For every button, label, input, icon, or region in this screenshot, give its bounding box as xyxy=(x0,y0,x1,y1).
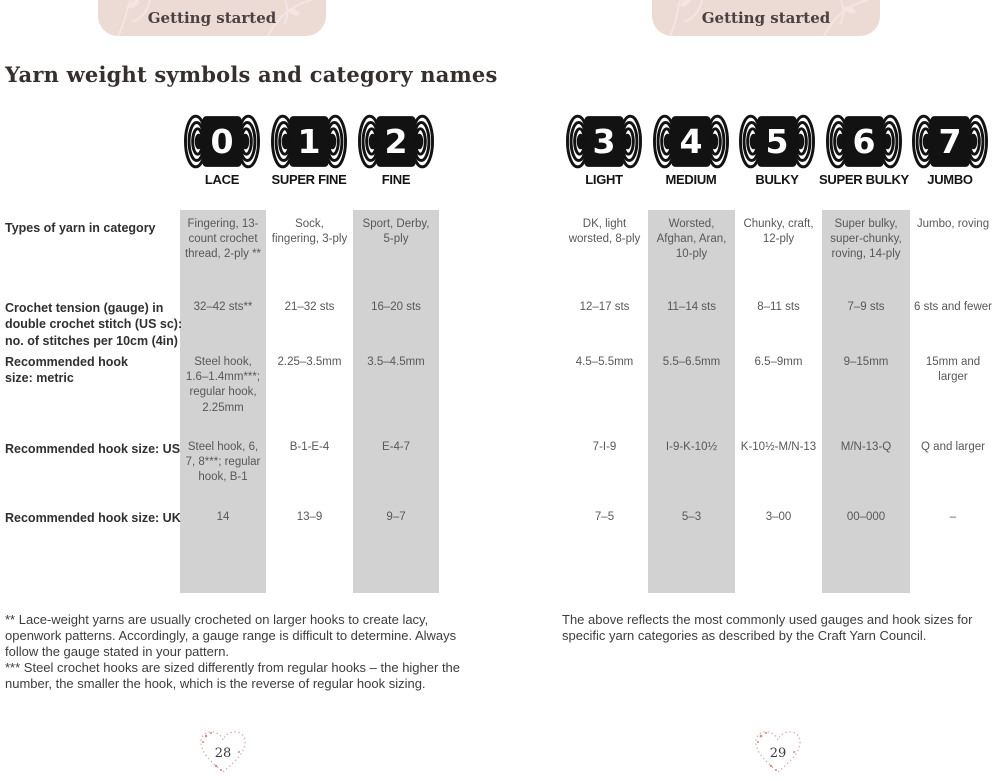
cell-hook-uk: 00–000 xyxy=(846,511,886,523)
category-name: JUMBO xyxy=(927,172,973,187)
svg-text:5: 5 xyxy=(765,122,789,162)
category-name: MEDIUM xyxy=(665,172,717,187)
category-name: LIGHT xyxy=(585,172,623,187)
yarn-skein-icon xyxy=(739,114,815,169)
cell-hook-uk: – xyxy=(949,511,957,523)
svg-text:2: 2 xyxy=(384,122,408,162)
footnote-lace-weight: ** Lace-weight yarns are usually crocheted on larger hooks to create lacy, openwork patterns. Accordingly, a gauge range is difficult to determine. Always follow the gauge stated in your pattern. xyxy=(5,612,457,660)
cell-hook-uk: 7–5 xyxy=(594,511,615,523)
svg-text:0: 0 xyxy=(210,122,234,162)
cell-hook-uk: 14 xyxy=(216,511,230,523)
category-name: BULKY xyxy=(755,172,799,187)
cell-hook-metric: 15mm and larger xyxy=(925,356,981,384)
cell-hook-us: B-1-E-4 xyxy=(289,441,330,453)
cell-types: Sock, fingering, 3-ply xyxy=(271,218,348,246)
svg-text:1: 1 xyxy=(297,122,321,162)
yarn-skein-icon xyxy=(653,114,729,169)
cell-hook-uk: 5–3 xyxy=(681,511,702,523)
row-label-tension: Crochet tension (gauge) in double crochet stitch (US sc): no. of stitches per 10cm (4in) xyxy=(5,301,183,348)
category-name: LACE xyxy=(204,172,240,187)
cell-hook-us: M/N-13-Q xyxy=(840,441,892,453)
section-tab-right xyxy=(652,0,880,36)
cell-hook-metric: 9–15mm xyxy=(843,356,889,368)
footnote-right xyxy=(562,612,1000,644)
cell-hook-us: 7-I-9 xyxy=(592,441,617,453)
cell-types: Fingering, 13-count crochet thread, 2-ply ** xyxy=(184,218,262,261)
cell-hook-metric: 3.5–4.5mm xyxy=(367,356,425,368)
cell-hook-metric: 4.5–5.5mm xyxy=(575,356,634,368)
cell-hook-us: Steel hook, 6, 7, 8***; regular hook, B-1 xyxy=(185,441,261,484)
page-number-heart-right xyxy=(749,726,807,780)
shaded-column-fine xyxy=(353,210,439,593)
section-tab-label: Getting started xyxy=(701,9,831,27)
cell-hook-metric: Steel hook, 1.6–1.4mm***; regular hook, 2.25mm xyxy=(185,356,261,414)
cell-tension: 6 sts and fewer xyxy=(914,301,992,313)
cell-hook-us: Q and larger xyxy=(921,441,985,453)
cell-hook-metric: 5.5–6.5mm xyxy=(662,356,721,368)
svg-text:4: 4 xyxy=(679,122,703,162)
yarn-skein-icon xyxy=(912,114,988,169)
footnotes-left xyxy=(5,612,461,693)
section-tab-label: Getting started xyxy=(147,9,277,27)
cell-hook-us: I-9-K-10½ xyxy=(665,441,718,453)
footnote-craft-yarn-council: The above reflects the most commonly used gauges and hook sizes for specific yarn categories as described by the Craft Yarn Council. xyxy=(562,612,973,644)
cell-hook-metric: 2.25–3.5mm xyxy=(277,356,342,368)
cell-types: Worsted, Afghan, Aran, 10-ply xyxy=(656,218,727,261)
cell-hook-uk: 3–00 xyxy=(765,511,792,523)
cell-types: Chunky, craft, 12-ply xyxy=(743,218,814,246)
cell-types: DK, light worsted, 8-ply xyxy=(568,218,641,246)
page-title: Yarn weight symbols and category names xyxy=(5,62,498,87)
yarn-weight-symbol-2 xyxy=(344,114,448,187)
page-number-heart-left xyxy=(194,726,252,780)
cell-tension: 32–42 sts** xyxy=(193,301,253,313)
cell-tension: 16–20 sts xyxy=(371,301,421,313)
cell-tension: 8–11 sts xyxy=(757,301,800,313)
shaded-column-medium xyxy=(648,210,735,593)
row-label-hook-uk: Recommended hook size: UK xyxy=(5,511,181,525)
svg-text:7: 7 xyxy=(938,122,962,162)
svg-text:6: 6 xyxy=(852,122,876,162)
cell-tension: 7–9 sts xyxy=(847,301,885,313)
yarn-skein-icon xyxy=(184,114,260,169)
cell-hook-us: E-4-7 xyxy=(381,441,411,453)
yarn-skein-icon xyxy=(826,114,902,169)
yarn-skein-icon xyxy=(358,114,434,169)
svg-text:3: 3 xyxy=(592,122,616,162)
cell-hook-uk: 9–7 xyxy=(386,511,406,523)
cell-hook-metric: 6.5–9mm xyxy=(754,356,803,368)
page-number: 28 xyxy=(214,746,232,761)
cell-types: Jumbo, roving xyxy=(916,218,990,230)
row-label-hook-metric: Recommended hook size: metric xyxy=(5,355,128,386)
category-name: SUPER FINE xyxy=(271,172,347,187)
row-label-types: Types of yarn in category xyxy=(5,221,156,235)
yarn-weight-symbol-7 xyxy=(898,114,1000,187)
cell-tension: 11–14 sts xyxy=(666,301,716,313)
footnote-steel-hooks: *** Steel crochet hooks are sized differently from regular hooks – the higher the number, the smaller the hook, which is the reverse of regular hook sizing. xyxy=(5,660,461,692)
page-number: 29 xyxy=(769,746,787,761)
yarn-skein-icon xyxy=(271,114,347,169)
cell-hook-uk: 13–9 xyxy=(296,511,323,523)
row-label-hook-us: Recommended hook size: US xyxy=(5,442,181,456)
section-tab-left xyxy=(98,0,326,36)
cell-types: Sport, Derby, 5-ply xyxy=(362,218,430,246)
cell-tension: 21–32 sts xyxy=(284,301,335,313)
cell-types: Super bulky, super-chunky, roving, 14-ply xyxy=(830,218,902,261)
yarn-skein-icon xyxy=(566,114,642,169)
shaded-column-super-bulky xyxy=(822,210,910,593)
category-name: FINE xyxy=(381,172,411,187)
cell-tension: 12–17 sts xyxy=(579,301,630,313)
category-name: SUPER BULKY xyxy=(819,172,909,187)
cell-hook-us: K-10½-M/N-13 xyxy=(740,441,817,453)
